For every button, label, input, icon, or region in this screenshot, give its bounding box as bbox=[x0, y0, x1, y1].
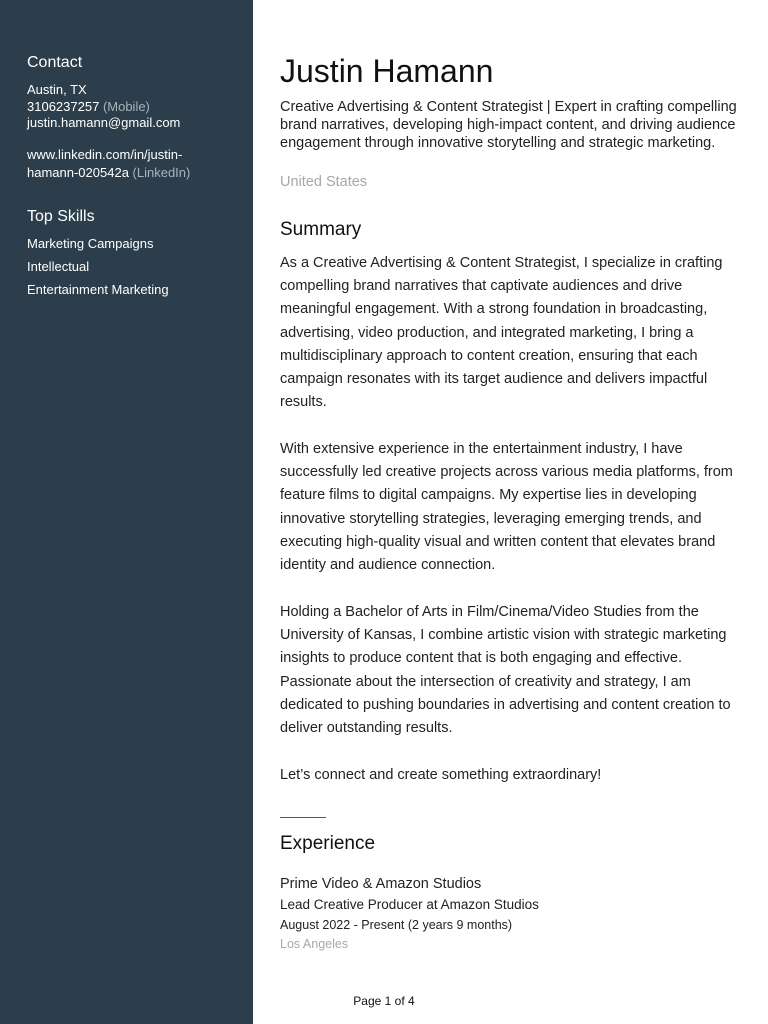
page-number: Page 1 of 4 bbox=[353, 994, 415, 1008]
contact-linkedin-url-1[interactable]: www.linkedin.com/in/justin- bbox=[27, 147, 183, 162]
sidebar bbox=[0, 0, 253, 1024]
person-name: Justin Hamann bbox=[280, 53, 494, 89]
summary-paragraph: Holding a Bachelor of Arts in Film/Cinema/Video Studies from the University of Kansas, I combine artistic vision with strategic marketing insights to produce content that is both engaging and effective. Passionate about the intersection of creativity and strategy, I am dedicated to pushing boundaries in advertising and content creation to deliver outstanding results. bbox=[280, 604, 731, 737]
contact-email[interactable]: justin.hamann@gmail.com bbox=[27, 115, 181, 130]
experience-company: Prime Video & Amazon Studios bbox=[280, 876, 482, 892]
headline: Creative Advertising & Content Strategist | Expert in crafting compelling brand narratives, developing high-impact content, and driving audience engagement through innovative storytelling and strategic marketing. bbox=[280, 99, 737, 151]
contact-phone-type: (Mobile) bbox=[102, 99, 150, 114]
contact-location: Austin, TX bbox=[27, 82, 87, 97]
experience-location: Los Angeles bbox=[280, 937, 349, 951]
contact-linkedin-line-2 bbox=[27, 165, 190, 181]
contact-phone[interactable]: 3106237257 bbox=[27, 99, 100, 114]
summary-paragraph: Let’s connect and create something extraordinary! bbox=[280, 767, 602, 783]
section-divider bbox=[280, 817, 326, 818]
skills-heading: Top Skills bbox=[27, 208, 95, 225]
contact-phone-line bbox=[27, 99, 150, 115]
experience-title: Lead Creative Producer at Amazon Studios bbox=[280, 897, 539, 912]
skill-item: Entertainment Marketing bbox=[27, 282, 169, 297]
experience-heading: Experience bbox=[280, 833, 376, 854]
contact-heading: Contact bbox=[27, 54, 83, 71]
country: United States bbox=[280, 174, 368, 190]
skill-item: Intellectual bbox=[27, 259, 90, 274]
summary-paragraph: As a Creative Advertising & Content Strategist, I specialize in crafting compelling brand narratives that captivate audiences and drive meaningful engagement. With a strong foundation in broadcasting, advertising, video production, and integrated marketing, I bring a multidisciplinary approach to content creation, ensuring that each campaign resonates with its target audience and delivers impactful results. bbox=[280, 255, 723, 411]
experience-dates: August 2022 - Present (2 years 9 months) bbox=[280, 918, 513, 932]
contact-linkedin-type: (LinkedIn) bbox=[132, 165, 191, 180]
skill-item: Marketing Campaigns bbox=[27, 236, 154, 251]
summary-heading: Summary bbox=[280, 219, 362, 240]
summary-paragraph: With extensive experience in the entertainment industry, I have successfully led creative projects across various media platforms, from feature films to digital campaigns. My expertise lies in developing innovative storytelling strategies, leveraging emerging trends, and executing high-quality visual and written content that elevates brand identity and audience connection. bbox=[280, 441, 733, 574]
contact-linkedin-url-2[interactable]: hamann-020542a bbox=[27, 165, 129, 180]
